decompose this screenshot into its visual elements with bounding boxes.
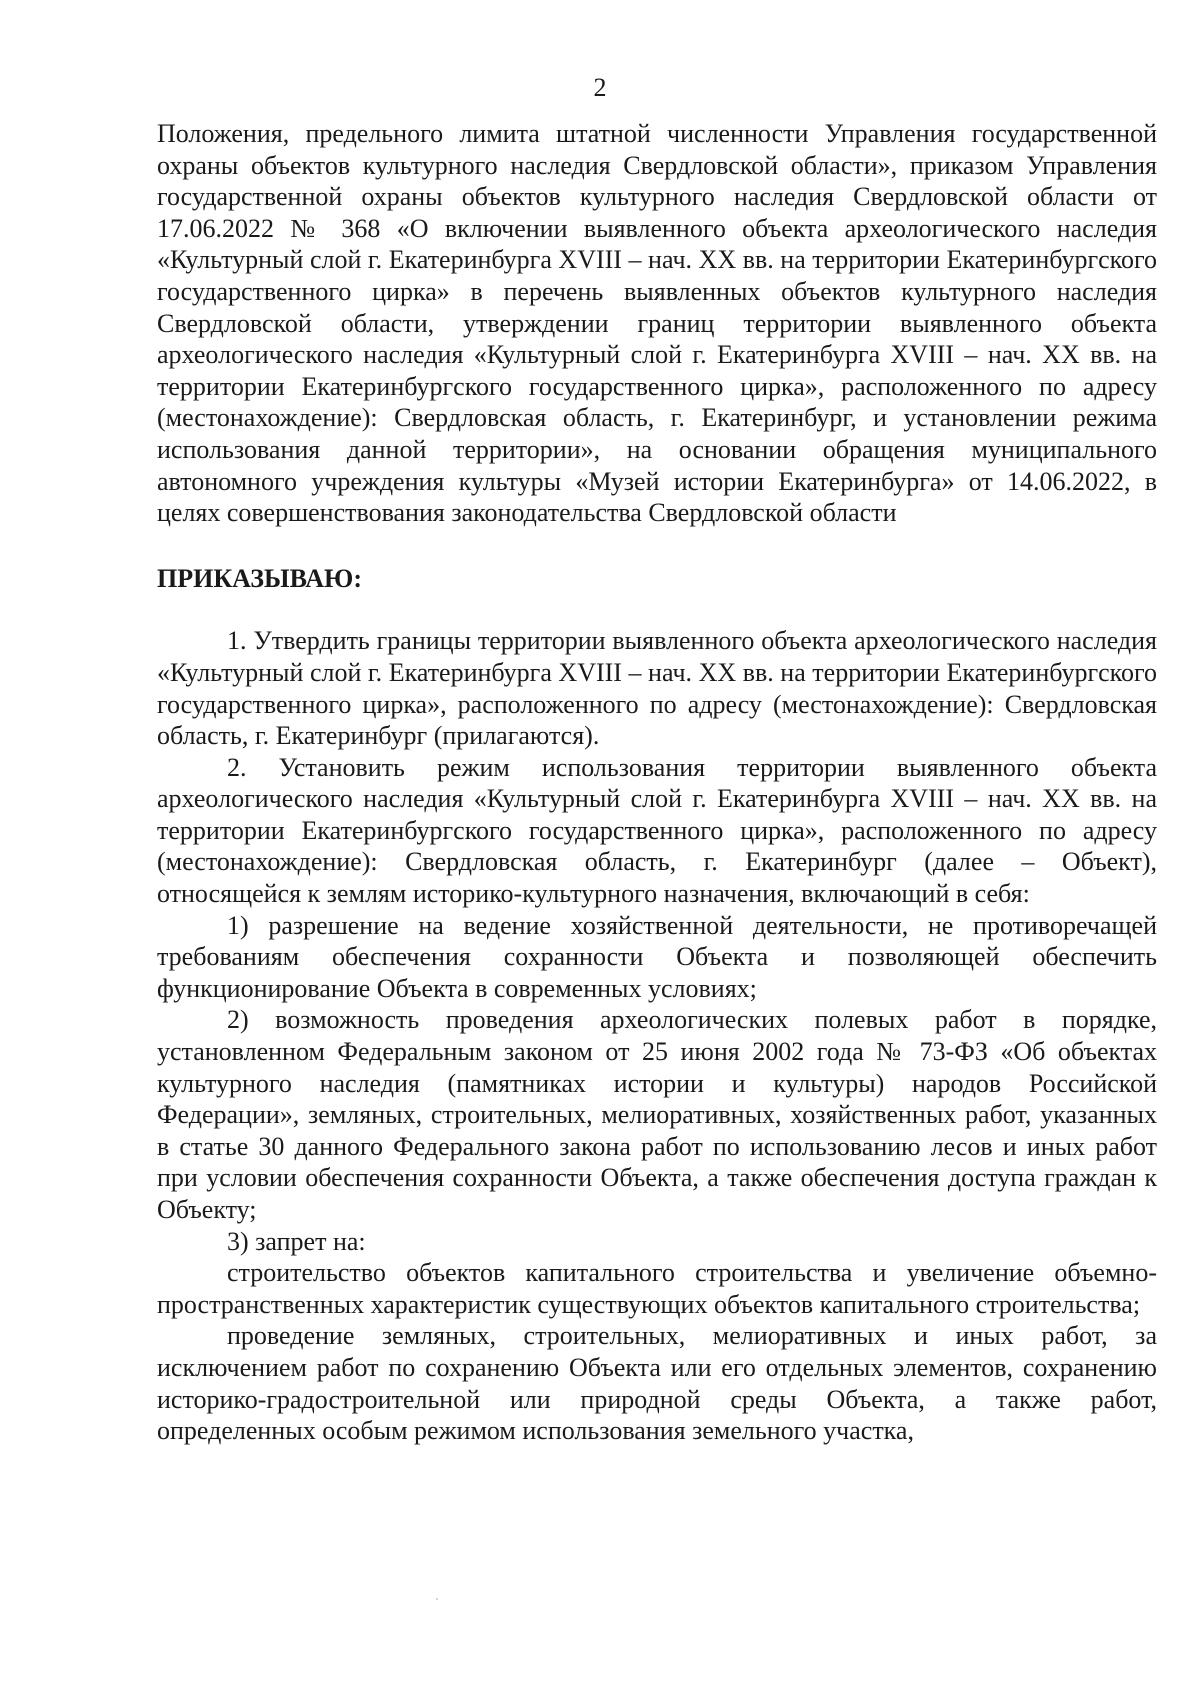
prohibition-construction: строительство объектов капитального строительства и увеличение объемно-пространственных характеристик существующих объектов капитального строительства;	[157, 1258, 1157, 1319]
scan-speck	[436, 1598, 438, 1600]
document-body	[157, 118, 1157, 1447]
paragraph-item-2: 2. Установить режим использования территории выявленного объекта археологического наследия «Культурный слой г. Екатеринбурга XVIII – нач. XX вв. на территории Екатеринбургского государственного цирка», расположенного по адресу (местонахождение): Свердловская область, г. Екатеринбург (далее – Объект), относящейся к землям историко-культурного назначения, включающий в себя:	[157, 752, 1157, 909]
order-heading: ПРИКАЗЫВАЮ:	[157, 563, 362, 593]
page-number: 2	[593, 73, 607, 102]
prohibition-works: проведение земляных, строительных, мелиоративных и иных работ, за исключением работ по сохранению Объекта или его отдельных элементов, сохранению историко-градостроительной или природной среды Объекта, а также работ, определенных особым режимом использования земельного участка,	[157, 1321, 1157, 1446]
intro-paragraph: Положения, предельного лимита штатной численности Управления государственной охраны объектов культурного наследия Свердловской области», приказом Управления государственной охраны объектов культурного наследия Свердловской области от 17.06.2022 № 368 «О включении выявленного объекта археологического наследия «Культурный слой г. Екатеринбурга XVIII – нач. XX вв. на территории Екатеринбургского государственного цирка» в перечень выявленных объектов культурного наследия Свердловской области, утверждении границ территории выявленного объекта археологического наследия «Культурный слой г. Екатеринбурга XVIII – нач. XX вв. на территории Екатеринбургского государственного цирка», расположенного по адресу (местонахождение): Свердловская область, г. Екатеринбург, и установлении режима использования данной территории», на основании обращения муниципального автономного учреждения культуры «Музей истории Екатеринбурга» от 14.06.2022, в целях совершенствования законодательства Свердловской области	[157, 119, 1157, 528]
subitem-3: 3) запрет на:	[227, 1226, 366, 1256]
subitem-2: 2) возможность проведения археологических полевых работ в порядке, установленном Федеральным законом от 25 июня 2002 года № 73-ФЗ «Об объектах культурного наследия (памятниках истории и культуры) народов Российской Федерации», земляных, строительных, мелиоративных, хозяйственных работ, указанных в статье 30 данного Федерального закона работ по использованию лесов и иных работ при условии обеспечения сохранности Объекта, а также обеспечения доступа граждан к Объекту;	[157, 1005, 1157, 1224]
paragraph-item-1: 1. Утвердить границы территории выявленного объекта археологического наследия «Культурный слой г. Екатеринбурга XVIII – нач. XX вв. на территории Екатеринбургского государственного цирка», расположенного по адресу (местонахождение): Свердловская область, г. Екатеринбург (прилагаются).	[157, 626, 1157, 751]
subitem-1: 1) разрешение на ведение хозяйственной деятельности, не противоречащей требованиям обеспечения сохранности Объекта и позволяющей обеспечить функционирование Объекта в современных условиях;	[157, 910, 1157, 1003]
